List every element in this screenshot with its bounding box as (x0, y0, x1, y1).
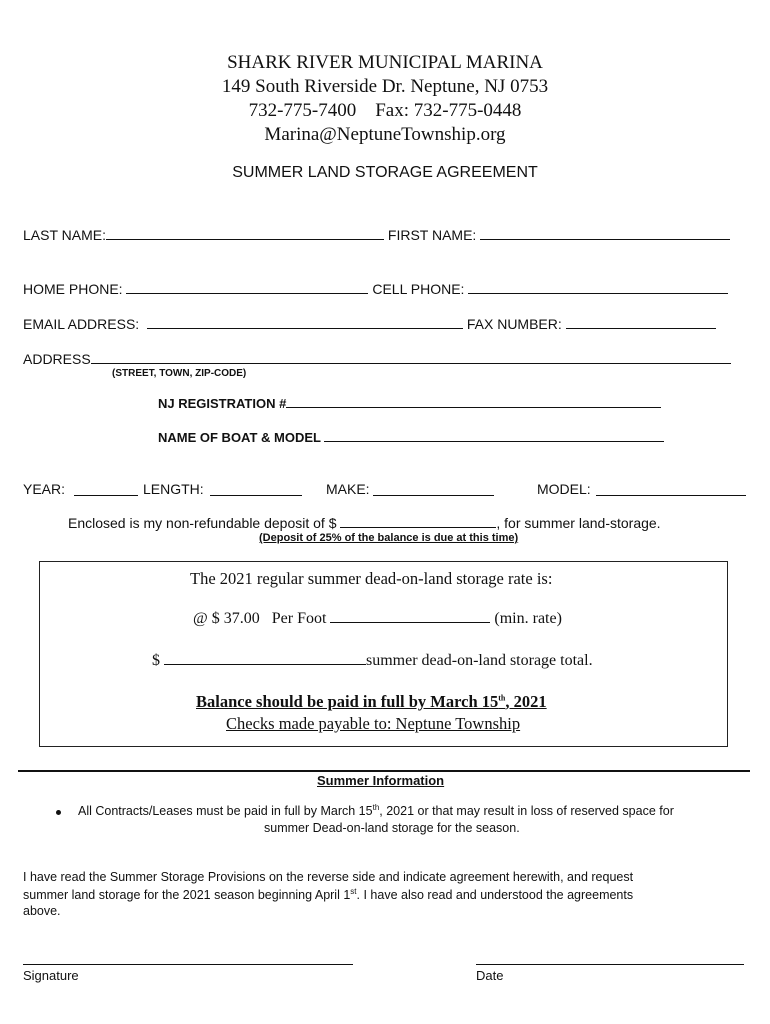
make-field[interactable] (373, 483, 494, 496)
first-name-field[interactable] (480, 227, 730, 240)
bullet-prefix: All Contracts/Leases must be paid in full by March 15 (78, 804, 373, 819)
nj-registration-label: NJ REGISTRATION # (158, 396, 287, 411)
home-phone-field[interactable] (126, 281, 368, 294)
fax-label: FAX NUMBER: (466, 316, 562, 332)
balance-sup: th (498, 693, 506, 703)
section-divider (18, 770, 750, 772)
min-rate-label: (min. rate) (494, 610, 562, 627)
year-field[interactable] (74, 483, 138, 496)
bullet-sup: th (372, 803, 380, 812)
boat-name-label: NAME OF BOAT & MODEL (158, 430, 321, 445)
make-label: MAKE: (326, 481, 370, 497)
date-label: Date (476, 968, 504, 983)
deposit-prefix: Enclosed is my non-refundable deposit of $ (68, 515, 337, 531)
deposit-row (68, 515, 661, 531)
agreement-line2-suffix: . I have also read and understood the agreements (356, 888, 634, 903)
nj-registration-row (158, 395, 661, 411)
org-fax: Fax: 732-775-0448 (375, 100, 522, 121)
home-phone-label: HOME PHONE: (23, 281, 123, 297)
cell-phone-field[interactable] (468, 281, 728, 294)
org-contact (0, 99, 770, 122)
summer-info-bullet-line2: summer Dead-on-land storage for the season. (264, 821, 520, 835)
fax-field[interactable] (566, 316, 716, 329)
deposit-suffix: , for summer land-storage. (496, 515, 661, 531)
length-field[interactable] (210, 483, 302, 496)
balance-suffix: , 2021 (505, 692, 547, 711)
agreement-line2 (23, 887, 633, 902)
bullet-icon (56, 810, 61, 815)
deposit-amount-field[interactable] (340, 515, 496, 528)
address-field[interactable] (91, 351, 731, 364)
phone-row (23, 281, 728, 297)
balance-due-note (196, 692, 547, 712)
org-phone: 732-775-7400 (248, 100, 357, 121)
deposit-note: (Deposit of 25% of the balance is due at this time) (259, 532, 519, 544)
email-row (23, 316, 716, 332)
bullet-suffix: , 2021 or that may result in loss of reserved space for (379, 804, 674, 819)
total-row (152, 652, 593, 670)
boat-name-row (158, 429, 664, 445)
address-hint: (STREET, TOWN, ZIP-CODE) (112, 368, 247, 379)
agreement-line3: above. (23, 904, 61, 918)
model-label: MODEL: (537, 481, 591, 497)
address-label: ADDRESS (23, 351, 91, 367)
signature-label: Signature (23, 968, 79, 983)
org-address: 149 South Riverside Dr. Neptune, NJ 0753 (221, 76, 549, 97)
rate-value: @ $ 37.00 (193, 610, 260, 627)
last-name-row (23, 227, 730, 243)
org-name: SHARK RIVER MUNICIPAL MARINA (227, 52, 543, 73)
agreement-line2-prefix: summer land storage for the 2021 season beginning April 1 (23, 888, 351, 903)
checks-payable-note: Checks made payable to: Neptune Township (226, 714, 521, 733)
signature-line[interactable] (23, 964, 353, 965)
agreement-sup: st (350, 887, 357, 896)
last-name-label: LAST NAME: (23, 227, 106, 243)
total-field[interactable] (164, 652, 366, 665)
last-name-field[interactable] (106, 227, 384, 240)
boat-name-field[interactable] (324, 429, 664, 442)
feet-field[interactable] (330, 610, 490, 623)
length-label: LENGTH: (143, 481, 204, 497)
per-foot-label: Per Foot (271, 610, 327, 627)
year-label: YEAR: (23, 481, 66, 497)
model-field[interactable] (596, 483, 746, 496)
first-name-label: FIRST NAME: (387, 227, 477, 243)
email-label: EMAIL ADDRESS: (23, 316, 140, 332)
cell-phone-label: CELL PHONE: (372, 281, 465, 297)
rate-row (193, 610, 562, 628)
balance-prefix: Balance should be paid in full by March 15 (196, 692, 499, 711)
rate-intro: The 2021 regular summer dead-on-land storage rate is: (190, 569, 553, 588)
page-title: SUMMER LAND STORAGE AGREEMENT (232, 164, 538, 181)
summer-info-bullet-line1 (78, 803, 674, 818)
summer-info-heading: Summer Information (317, 773, 445, 788)
date-line[interactable] (476, 964, 744, 965)
agreement-line1: I have read the Summer Storage Provisions on the reverse side and indicate agreement herewith, and request (23, 870, 634, 884)
email-field[interactable] (147, 316, 463, 329)
dollar-sign: $ (152, 652, 160, 669)
nj-registration-field[interactable] (286, 395, 661, 408)
total-label: summer dead-on-land storage total. (366, 652, 593, 669)
address-row (23, 351, 731, 367)
org-email: Marina@NeptuneTownship.org (264, 124, 506, 145)
